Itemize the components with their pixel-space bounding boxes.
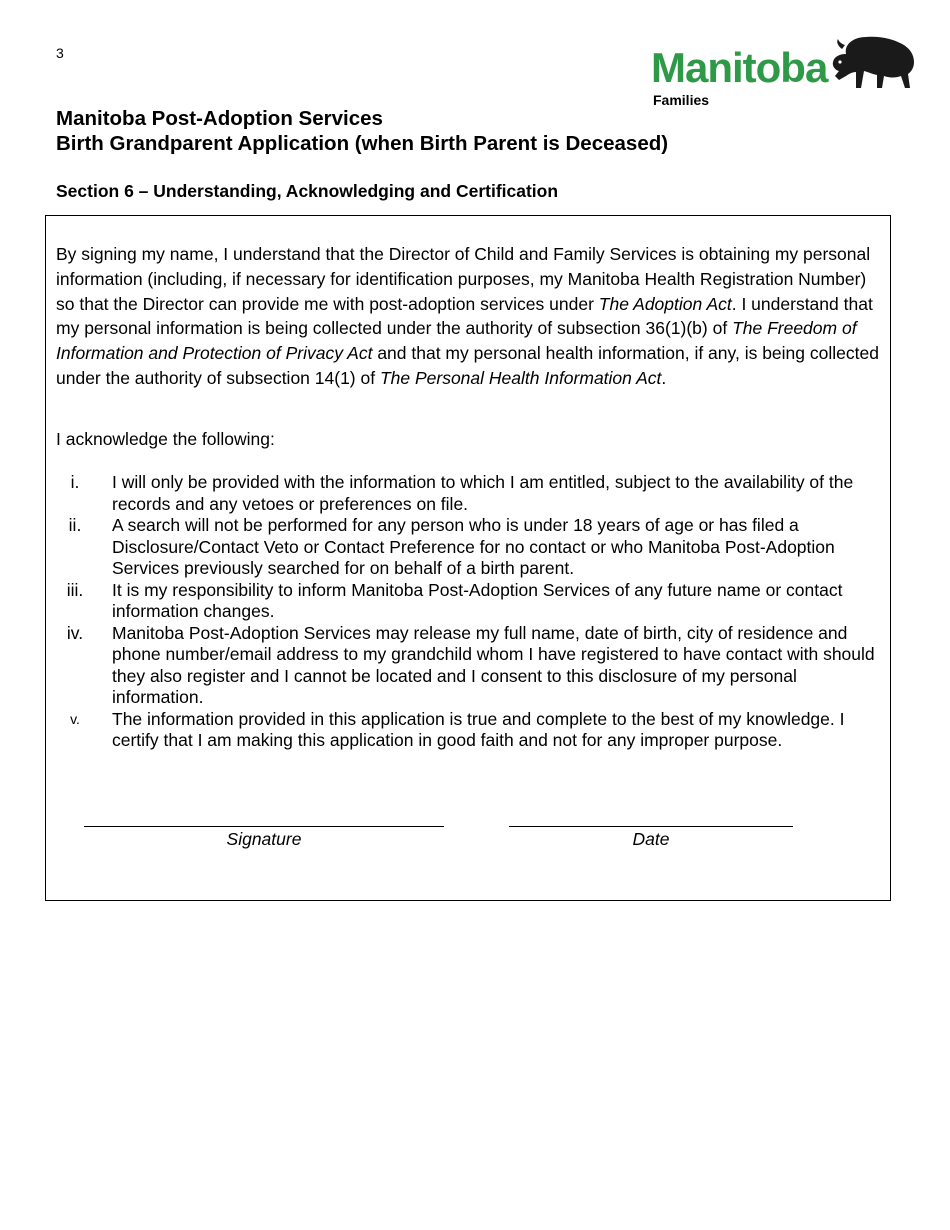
intro-text-3: and that my personal health information, if any, is being collected under the authority of subsection 14(1) of	[56, 343, 879, 388]
bison-icon	[830, 34, 916, 90]
list-item-text: It is my responsibility to inform Manitoba Post-Adoption Services of any future name or contact information changes.	[112, 579, 843, 621]
intro-text-4: .	[661, 367, 667, 388]
phia-act-title: The Personal Health Information Act	[379, 367, 662, 388]
list-item	[56, 472, 888, 515]
title-line-2: Birth Grandparent Application (when Birth Parent is Deceased)	[56, 132, 669, 155]
acknowledgement-list	[56, 472, 888, 752]
section-heading: Section 6 – Understanding, Acknowledging and Certification	[56, 181, 559, 201]
logo-subtitle: Families	[653, 92, 710, 108]
list-marker: ii.	[68, 515, 82, 535]
date-label: Date	[632, 829, 670, 849]
list-marker: i.	[70, 472, 80, 492]
page-title	[56, 106, 668, 156]
certification-box	[45, 215, 891, 901]
title-line-1: Manitoba Post-Adoption Services	[56, 107, 383, 130]
adoption-act-title: The Adoption Act	[598, 293, 732, 314]
list-marker: iv.	[66, 622, 84, 643]
list-item-text: The information provided in this application is true and complete to the best of my knowledge. I certify that I am making this application in good faith and not for any improper purpose.	[112, 708, 845, 750]
signature-label: Signature	[226, 829, 302, 849]
list-item	[56, 709, 888, 752]
page-number: 3	[56, 45, 64, 61]
signature-line[interactable]	[84, 826, 444, 827]
logo-wordmark: Manitoba	[651, 44, 828, 91]
list-item-text: I will only be provided with the information to which I am entitled, subject to the availability of the records and any vetoes or preferences on file.	[112, 472, 854, 514]
list-item-text: Manitoba Post-Adoption Services may release my full name, date of birth, city of residence and phone number/email address to my grandchild whom I have registered to have contact with should they also register and I cannot be located and I consent to this disclosure of my personal information.	[112, 622, 875, 707]
manitoba-families-logo	[648, 32, 918, 112]
list-item	[56, 515, 888, 580]
list-item-text: A search will not be performed for any person who is under 18 years of age or has filed a Disclosure/Contact Veto or Contact Preference for no contact or who Manitoba Post-Adoption Services previously searched for on behalf of a birth parent.	[112, 515, 835, 578]
list-marker: v.	[70, 710, 80, 727]
fippa-act-title: The Freedom of Information and Protection of Privacy Act	[56, 318, 857, 364]
intro-text-2: . I understand that my personal information is being collected under the authority of subsection 36(1)(b) of	[56, 293, 873, 339]
list-item	[56, 580, 888, 623]
acknowledge-heading: I acknowledge the following:	[56, 429, 275, 449]
intro-text-1: By signing my name, I understand that the Director of Child and Family Services is obtaining my personal information (including, if necessary for identification purposes, my Manitoba Health Registration Number) so that the Director can provide me with post-adoption services under	[56, 244, 871, 314]
list-item	[56, 623, 888, 709]
date-line[interactable]	[509, 826, 793, 827]
intro-paragraph	[56, 242, 886, 391]
list-marker: iii.	[66, 579, 84, 600]
